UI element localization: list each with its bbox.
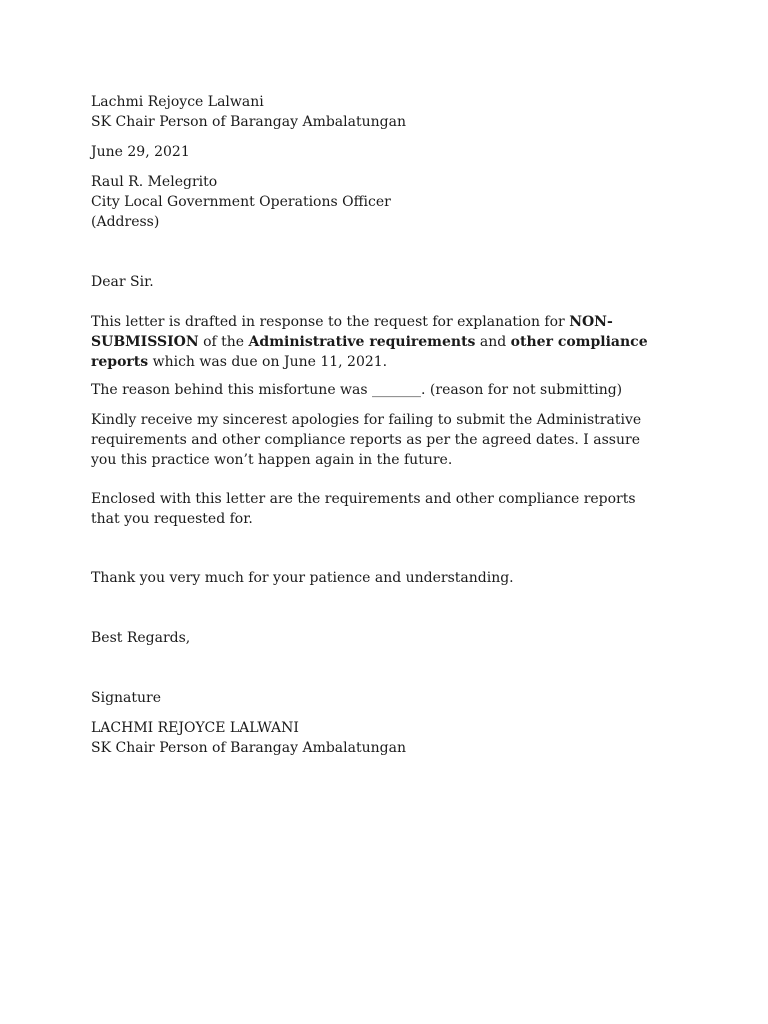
sender-title: SK Chair Person of Barangay Ambalatungan (91, 114, 406, 130)
non-submission-emphasis: NON-SUBMISSION (91, 314, 613, 350)
recipient-block (91, 172, 391, 232)
recipient-title: City Local Government Operations Officer (91, 194, 391, 210)
signoff-name: LACHMI REJOYCE LALWANI (91, 720, 299, 736)
administrative-requirements-emphasis: Administrative requirements (248, 334, 476, 350)
body-paragraph-2: The reason behind this misfortune was _______. (reason for not submitting) (91, 382, 623, 398)
body-paragraph-3: Kindly receive my sincerest apologies for failing to submit the Administrative requirements and other compliance reports as per the agreed dates. I assure you this practice won’t happen again in the future. (91, 412, 642, 468)
body-paragraph-5: Thank you very much for your patience and understanding. (91, 570, 514, 586)
body-paragraph-4: Enclosed with this letter are the requirements and other compliance reports that you requested for. (91, 491, 636, 527)
recipient-name: Raul R. Melegrito (91, 174, 218, 190)
letter-date: June 29, 2021 (91, 144, 190, 160)
closing: Best Regards, (91, 630, 191, 646)
compliance-reports-emphasis: other compliance reports (91, 334, 648, 370)
salutation: Dear Sir. (91, 274, 154, 290)
signoff-title: SK Chair Person of Barangay Ambalatungan (91, 740, 406, 756)
recipient-address: (Address) (91, 214, 160, 230)
sender-name: Lachmi Rejoyce Lalwani (91, 94, 264, 110)
sender-block (91, 92, 406, 132)
signature-label: Signature (91, 690, 162, 706)
body-paragraph-1: This letter is drafted in response to the request for explanation for NON-SUBMISSION of the Administrative requirements and other compliance reports which was due on June 11, 2021. (91, 314, 648, 370)
signoff-block (91, 718, 406, 758)
